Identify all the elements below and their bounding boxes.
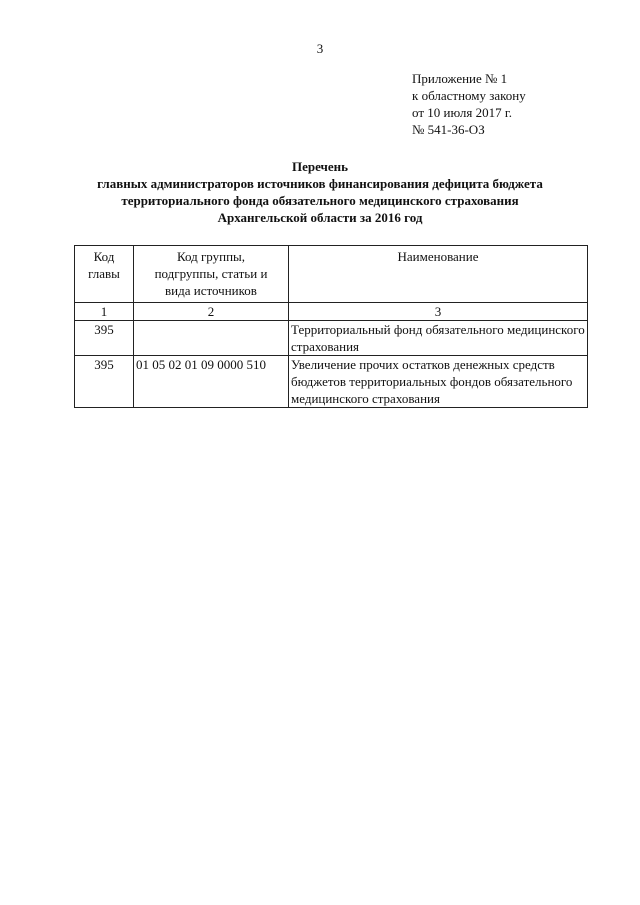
header-source-code-line-2: подгруппы, статьи и xyxy=(154,266,268,281)
row-source-code: 01 05 02 01 09 0000 510 xyxy=(134,356,289,408)
header-source-code xyxy=(134,246,289,303)
appendix-line-2: к областному закону xyxy=(412,88,526,103)
title-line-1: Перечень xyxy=(291,159,349,174)
row-name: Территориальный фонд обязательного медицинского страхования xyxy=(289,321,588,356)
title-line-2: главных администраторов источников финансирования дефицита бюджета xyxy=(97,176,543,191)
header-source-code-line-1: Код группы, xyxy=(176,249,246,264)
appendix-line-1: Приложение № 1 xyxy=(412,71,508,86)
page-number: 3 xyxy=(316,41,324,56)
row-source-code xyxy=(134,321,289,356)
title-line-3: территориального фонда обязательного медицинского страхования xyxy=(121,193,519,208)
appendix-line-4: № 541-36-ОЗ xyxy=(412,122,485,137)
column-number-2: 2 xyxy=(134,303,289,321)
appendix-line-3: от 10 июля 2017 г. xyxy=(412,105,512,120)
table-row xyxy=(75,356,588,408)
header-chapter-code-line-2: главы xyxy=(88,266,120,281)
header-chapter-code xyxy=(75,246,134,303)
header-source-code-line-3: вида источников xyxy=(165,283,257,298)
column-number-1: 1 xyxy=(75,303,134,321)
row-name: Увеличение прочих остатков денежных средств бюджетов территориальных фондов обязательного медицинского страхования xyxy=(289,356,588,408)
row-chapter-code: 395 xyxy=(75,356,134,408)
column-number-row xyxy=(75,303,588,321)
row-chapter-code: 395 xyxy=(75,321,134,356)
title-line-4: Архангельской области за 2016 год xyxy=(217,210,423,225)
header-chapter-code-line-1: Код xyxy=(93,249,115,264)
header-name: Наименование xyxy=(289,246,588,303)
table-header-row xyxy=(75,246,588,303)
administrators-table xyxy=(74,245,588,408)
table-row xyxy=(75,321,588,356)
column-number-3: 3 xyxy=(289,303,588,321)
appendix-reference xyxy=(412,70,526,138)
document-title xyxy=(20,158,620,226)
